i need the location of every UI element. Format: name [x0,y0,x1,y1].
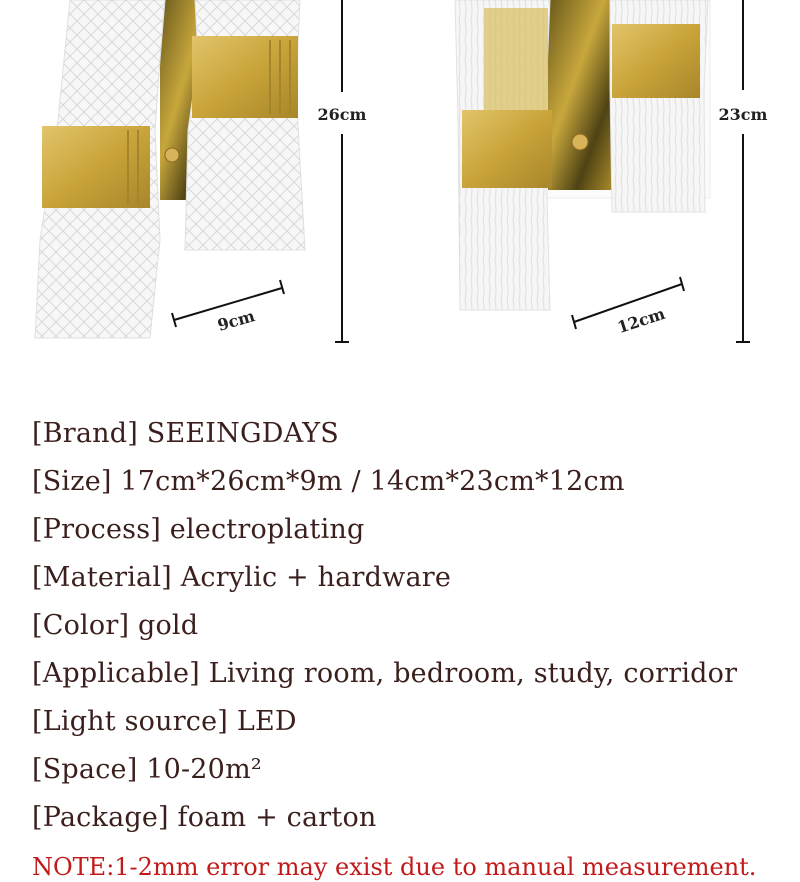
right-height-label: 23cm [718,105,768,124]
measurement-note: NOTE:1-2mm error may exist due to manual measurement. [32,853,757,881]
left-width-label: 9cm [215,306,257,335]
left-lamp [35,0,305,338]
right-knob [572,134,588,150]
left-width-dimension [172,280,284,335]
spec-material: [Material] Acrylic + hardware [32,562,452,593]
spec-list [32,414,737,846]
spec-size: [Size] 17cm*26cm*9m / 14cm*23cm*12cm [32,466,625,497]
left-height-label: 26cm [317,105,367,124]
left-gold-clamp-top [192,36,298,118]
spec-brand: [Brand] SEEINGDAYS [32,418,339,449]
right-lamp-backplate [548,0,618,190]
spec-process: [Process] electroplating [32,514,365,545]
left-height-dimension [318,0,367,342]
left-knob [165,148,179,162]
left-gold-clamp-bottom [42,126,150,208]
right-width-label: 12cm [614,303,668,338]
right-lamp [455,0,710,310]
spec-space: [Space] 10-20m² [32,754,262,785]
right-gold-clamp-top [612,24,700,98]
spec-color: [Color] gold [32,610,199,641]
right-gold-clamp-bottom [462,110,552,188]
spec-applicable: [Applicable] Living room, bedroom, study, corridor [32,658,738,689]
product-dimension-figure [0,0,800,360]
right-width-dimension [572,277,684,337]
spec-package: [Package] foam + carton [32,802,377,833]
spec-light-source: [Light source] LED [32,706,297,737]
right-height-dimension [719,0,768,342]
